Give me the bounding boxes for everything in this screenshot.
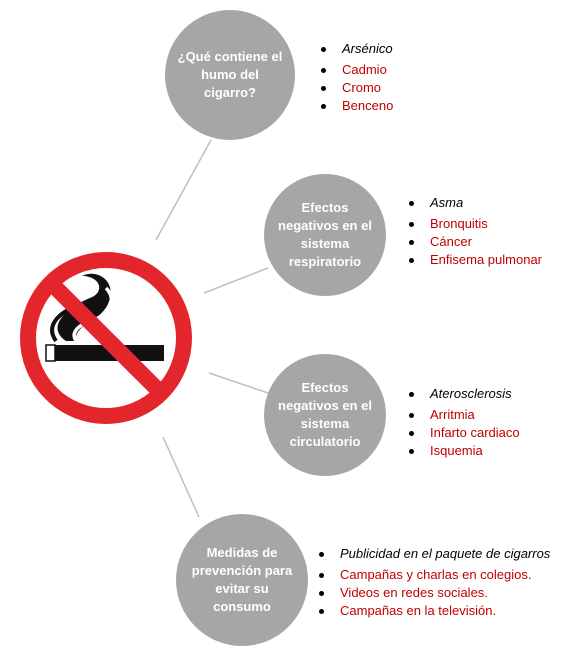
list-item: Bronquitis bbox=[406, 215, 542, 233]
node-title: Efectos negativos en el sistema respiratorio bbox=[278, 200, 372, 269]
no-smoking-icon bbox=[14, 246, 198, 430]
list-item: Asma bbox=[406, 194, 542, 212]
list-item: Enfisema pulmonar bbox=[406, 251, 542, 269]
node-list-prevention bbox=[316, 545, 550, 620]
list-item: Videos en redes sociales. bbox=[316, 584, 550, 602]
list-item: Aterosclerosis bbox=[406, 385, 520, 403]
list-item: Campañas en la televisión. bbox=[316, 602, 550, 620]
node-title: Efectos negativos en el sistema circulatorio bbox=[278, 380, 372, 449]
list-item: Arritmia bbox=[406, 406, 520, 424]
connector-line-4 bbox=[163, 437, 199, 517]
list-item: Publicidad en el paquete de cigarros bbox=[316, 545, 550, 563]
node-title: Medidas de prevención para evitar su consumo bbox=[191, 545, 293, 614]
node-circle-prevention bbox=[176, 514, 308, 646]
node-list-circulatory bbox=[406, 385, 520, 460]
list-item: Cromo bbox=[318, 79, 393, 97]
node-circle-respiratory bbox=[264, 174, 386, 296]
node-title: ¿Qué contiene el humo del cigarro? bbox=[177, 49, 283, 100]
list-item: Campañas y charlas en colegios. bbox=[316, 566, 550, 584]
node-circle-circulatory bbox=[264, 354, 386, 476]
connector-line-3 bbox=[209, 373, 268, 393]
list-item: Cadmio bbox=[318, 61, 393, 79]
list-item: Isquemia bbox=[406, 442, 520, 460]
connector-line-1 bbox=[156, 140, 211, 240]
list-item: Cáncer bbox=[406, 233, 542, 251]
list-item: Benceno bbox=[318, 97, 393, 115]
connector-line-2 bbox=[204, 268, 268, 293]
node-circle-smoke-content bbox=[165, 10, 295, 140]
node-list-smoke-content bbox=[318, 40, 393, 115]
list-item: Arsénico bbox=[318, 40, 393, 58]
node-list-respiratory bbox=[406, 194, 542, 269]
list-item: Infarto cardiaco bbox=[406, 424, 520, 442]
